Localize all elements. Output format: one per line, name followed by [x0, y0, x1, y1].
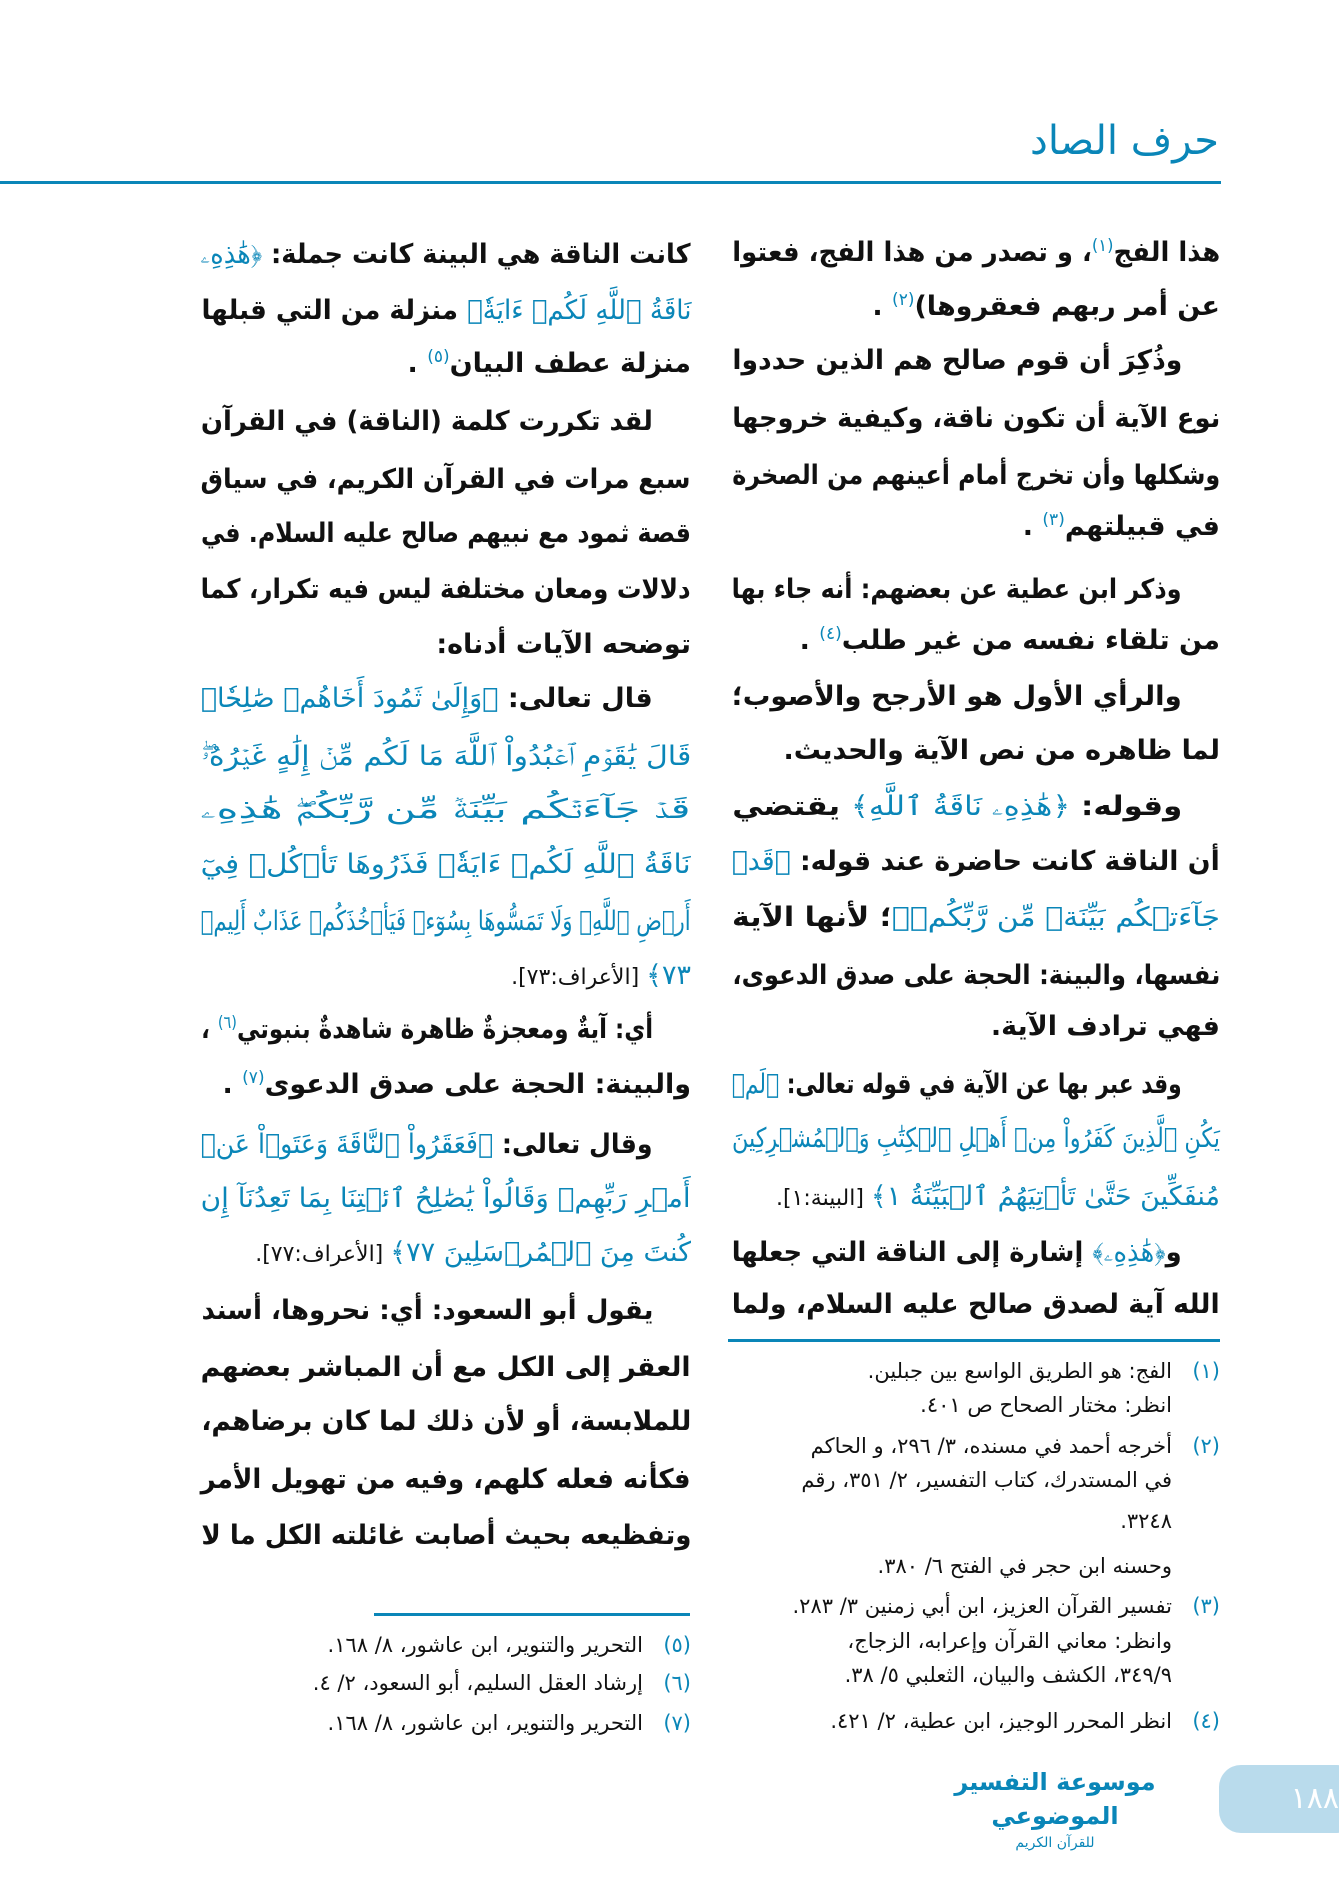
footnote-number: (٤): [1192, 1709, 1220, 1733]
footnote-line: [728, 1429, 1220, 1463]
body-text: نفسها، والبينة: الحجة على صدق الدعوى،: [731, 960, 1220, 991]
footnote-ref[interactable]: (٦): [217, 1013, 237, 1033]
encyclopedia-logo: [930, 1765, 1180, 1853]
text-line-content: [732, 1060, 1182, 1110]
body-text: سبع مرات في القرآن الكريم، في سياق: [200, 464, 691, 495]
body-text: وذكر ابن عطية عن بعضهم: أنه جاء بها: [732, 574, 1182, 605]
body-text: فكأنه فعله كلهم، وفيه من تهويل الأمر: [201, 1464, 691, 1495]
text-line-content: [732, 893, 1220, 943]
text-line: [197, 620, 691, 670]
quran-verse-text: ٧٣﴾: [646, 960, 691, 991]
text-line: [728, 672, 1220, 722]
footnote-line: [728, 1658, 1220, 1692]
footnote-text: انظر المحرر الوجيز، ابن عطية، ٢/ ٤٢١.: [830, 1709, 1172, 1733]
body-text: من تلقاء نفسه من غير طلب: [841, 625, 1220, 656]
text-line: [728, 1114, 1220, 1164]
text-line-content: [201, 230, 691, 280]
text-line: [728, 1172, 1220, 1222]
text-line-content: [732, 1114, 1220, 1164]
text-line-content: [201, 785, 691, 835]
body-text: في قبيلتهم: [1064, 511, 1220, 542]
text-line: [197, 951, 691, 1001]
body-text: .: [799, 625, 820, 656]
text-line: [728, 616, 1220, 666]
quran-verse-text: ﴿قَدۡ: [731, 846, 791, 877]
footnote-line: [728, 1388, 1220, 1422]
text-line-content: [732, 951, 1220, 1001]
body-text: .: [222, 1069, 243, 1100]
text-line: [197, 339, 691, 389]
text-line: [728, 951, 1220, 1001]
footnote-line: [197, 1706, 691, 1740]
footnote-number: (٦): [663, 1671, 691, 1695]
body-text: لما ظاهره من نص الآية والحديث.: [783, 735, 1220, 766]
body-text: الله آية لصدق صالح عليه السلام، ولما: [731, 1289, 1220, 1320]
text-line: [197, 785, 691, 835]
text-line-content: [201, 674, 653, 724]
text-line: [197, 1455, 691, 1505]
text-line-content: [732, 837, 1220, 887]
quran-verse-text: ﴿هَٰذِهِۦ: [200, 239, 263, 270]
body-text: لقد تكررت كلمة (الناقة) في القرآن: [200, 406, 653, 437]
verse-citation: [البينة:١].: [775, 1186, 871, 1211]
footnote-number: (٢): [1192, 1434, 1220, 1458]
text-line: [728, 1280, 1220, 1330]
quran-verse-text: ﴿فَعَقَرُواْ ٱلنَّاقَةَ وَعَتَوۡاْ عَنۡ: [200, 1129, 494, 1160]
body-text: نوع الآية أن تكون ناقة، وكيفية خروجها: [731, 403, 1220, 434]
body-text: .: [872, 291, 893, 322]
text-line-content: [201, 897, 691, 947]
text-line-content: [201, 1511, 691, 1561]
text-line: [197, 1174, 691, 1224]
footnote-ref[interactable]: (١): [1091, 236, 1114, 256]
text-line-content: [732, 394, 1220, 444]
header-divider: [0, 181, 1221, 184]
text-line: [728, 1002, 1220, 1052]
body-text: وقال تعالى:: [493, 1129, 653, 1160]
text-line-content: [201, 840, 691, 890]
text-line-content: [732, 782, 1182, 832]
body-text: يقتضي: [732, 791, 851, 822]
body-text: وتفظيعه بحيث أصابت غائلته الكل ما لا: [201, 1520, 691, 1551]
text-line-content: [732, 228, 1220, 278]
text-line: [728, 502, 1220, 552]
text-line-content: [732, 672, 1182, 722]
body-text: إشارة إلى الناقة التي جعلها: [732, 1237, 1093, 1268]
text-line: [197, 897, 691, 947]
body-text: العقر إلى الكل مع أن المباشر بعضهم: [200, 1352, 691, 1383]
quran-verse-text: أَمۡرِ رَبِّهِمۡ وَقَالُواْ يَٰصَٰلِحُ ٱئۡتِنَا بِمَا تَعِدُنَآ إِن: [201, 1183, 691, 1214]
footnote-text: التحرير والتنوير، ابن عاشور، ٨/ ١٦٨.: [327, 1711, 643, 1735]
body-text: وقوله:: [1070, 791, 1182, 822]
text-line-content: [732, 565, 1182, 615]
footnote-ref[interactable]: (٢): [892, 290, 915, 310]
footnote-ref[interactable]: (٣): [1042, 510, 1065, 530]
quran-verse-text: ﴿هَٰذِهِۦ نَاقَةُ ٱللَّهِ﴾: [850, 791, 1071, 822]
text-line: [197, 455, 691, 505]
text-line: [197, 1397, 691, 1447]
quran-verse-text: جَآءَتۡكُم بَيِّنَةٞ مِّن رَّبِّكُمۡ﴾: [891, 902, 1220, 933]
footnote-line: [728, 1624, 1220, 1658]
footnote-text: أخرجه أحمد في مسنده، ٣/ ٢٩٦، و الحاكم: [810, 1434, 1172, 1458]
footnote-line: [728, 1549, 1220, 1583]
text-line-content: [732, 451, 1220, 501]
text-line-content: [201, 1005, 653, 1055]
logo-subtitle: للقرآن الكريم: [1015, 1835, 1095, 1851]
text-line-content: [201, 1397, 691, 1447]
quran-verse-text: نَاقَةُ ٱللَّهِ لَكُمۡ ءَايَةٗ﴾: [466, 295, 691, 326]
text-line: [728, 726, 1220, 776]
body-text: أن الناقة كانت حاضرة عند قوله:: [790, 846, 1220, 877]
body-text: كانت الناقة هي البينة كانت جملة:: [262, 239, 691, 270]
body-text: وقد عبر بها عن الآية في قوله تعالى:: [779, 1069, 1182, 1100]
body-text: عن أمر ربهم فعقروها): [914, 291, 1220, 322]
text-line: [197, 565, 691, 615]
text-line-content: [201, 1120, 653, 1170]
text-line: [728, 282, 1220, 332]
footnote-line: [728, 1589, 1220, 1623]
section-title: حرف الصاد: [1030, 118, 1219, 164]
page-number-badge: ١٨٨: [1219, 1765, 1339, 1833]
verse-citation: [الأعراف:٧٣].: [511, 965, 647, 990]
footnote-line: [728, 1504, 1220, 1538]
quran-verse-text: كُنتَ مِنَ ٱلۡمُرۡسَلِينَ ٧٧﴾: [390, 1237, 691, 1268]
text-line-content: [201, 1174, 691, 1224]
body-text: دلالات ومعان مختلفة ليس فيه تكرار، كما: [201, 574, 691, 605]
text-line: [197, 732, 691, 782]
footnote-divider-right: [728, 1339, 1220, 1342]
body-text: توضحه الآيات أدناه:: [436, 629, 691, 660]
body-text: ، و تصدر من هذا الفج، فعتوا: [732, 237, 1092, 268]
quran-verse-text: ﴿وَإِلَىٰ ثَمُودَ أَخَاهُمۡ صَٰلِحٗاۚ: [200, 683, 499, 714]
text-line: [728, 837, 1220, 887]
logo-title: موسوعة التفسير الموضوعي: [954, 1768, 1156, 1830]
footnote-text: وحسنه ابن حجر في الفتح ٦/ ٣٨٠.: [877, 1554, 1172, 1578]
text-line-content: [201, 509, 691, 559]
text-line: [197, 397, 691, 447]
footnote-line: [197, 1628, 691, 1662]
body-text: منزلة عطف البيان: [449, 348, 691, 379]
body-text: أي: آيةٌ ومعجزةٌ ظاهرة شاهدةٌ بنبوتي: [236, 1014, 653, 1045]
quran-verse-text: قَدۡ جَآءَتۡكُم بَيِّنَةٞ مِّن رَّبِّكُمۡۖ هَٰذِهِۦ: [200, 794, 691, 825]
body-text: قال تعالى:: [498, 683, 653, 714]
text-line-content: [201, 1343, 691, 1393]
text-line: [728, 228, 1220, 278]
quran-verse-text: قَالَ يَٰقَوۡمِ ٱعۡبُدُواْ ٱللَّهَ مَا لَكُم مِّنۡ إِلَٰهٍ غَيۡرُهُۥۖ: [201, 741, 691, 772]
body-text: قصة ثمود مع نبيهم صالح عليه السلام. في: [201, 518, 691, 549]
text-line-content: [201, 455, 691, 505]
footnote-text: إرشاد العقل السليم، أبو السعود، ٢/ ٤.: [312, 1671, 643, 1695]
text-line: [728, 565, 1220, 615]
footnote-number: (٧): [663, 1711, 691, 1735]
text-line: [197, 674, 691, 724]
footnote-ref[interactable]: (٤): [819, 624, 842, 644]
footnote-text: ٣٢٤٨.: [1120, 1509, 1172, 1533]
quran-verse-text: نَاقَةُ ٱللَّهِ لَكُمۡ ءَايَةٗۖ فَذَرُوهَا تَأۡكُلۡ فِيٓ: [201, 849, 691, 880]
body-text: والرأي الأول هو الأرجح والأصوب؛: [731, 681, 1182, 712]
body-text: منزلة من التي قبلها: [201, 295, 467, 326]
text-line: [728, 1228, 1220, 1278]
text-line: [728, 451, 1220, 501]
footnote-ref[interactable]: (٧): [242, 1068, 265, 1088]
footnote-line: [728, 1463, 1220, 1497]
body-text: للملابسة، أو لأن ذلك لما كان برضاهم،: [201, 1406, 691, 1437]
text-line: [197, 509, 691, 559]
body-text: وشكلها وأن تخرج أمام أعينهم من الصخرة: [732, 460, 1220, 491]
footnote-text: انظر: مختار الصحاح ص ٤٠١.: [920, 1393, 1172, 1417]
text-line: [197, 1005, 691, 1055]
text-line: [197, 1511, 691, 1561]
text-line: [197, 840, 691, 890]
footnote-number: (١): [1192, 1359, 1220, 1383]
text-line: [728, 782, 1220, 832]
verse-citation: [الأعراف:٧٧].: [255, 1242, 391, 1267]
body-text: فهي ترادف الآية.: [990, 1011, 1220, 1042]
text-line-content: [201, 565, 691, 615]
text-line: [728, 336, 1220, 386]
body-text: يقول أبو السعود: أي: نحروها، أسند: [201, 1295, 653, 1326]
text-line-content: [201, 286, 691, 336]
quran-verse-text: مُنفَكِّينَ حَتَّىٰ تَأۡتِيَهُمُ ٱلۡبَيِّنَةُ ١﴾: [870, 1181, 1220, 1212]
footnote-text: وانظر: معاني القرآن وإعرابه، الزجاج،: [847, 1629, 1172, 1653]
body-text: و: [1165, 1237, 1182, 1268]
quran-verse-text: يَكُنِ ٱلَّذِينَ كَفَرُواْ مِنۡ أَهۡلِ ٱلۡكِتَٰبِ وَٱلۡمُشۡرِكِينَ: [732, 1123, 1220, 1154]
body-text: .: [1022, 511, 1043, 542]
quran-verse-text: ﴿هَٰذِهِۦ﴾: [1092, 1237, 1166, 1268]
quran-verse-text: أَرۡضِ ٱللَّهِۖ وَلَا تَمَسُّوهَا بِسُوٓءٖ فَيَأۡخُذَكُمۡ عَذَابٌ أَلِيمٞ: [200, 906, 691, 937]
text-line-content: [732, 336, 1182, 386]
footnote-line: [197, 1666, 691, 1700]
footnote-divider-left: [374, 1613, 690, 1616]
footnote-number: (٥): [663, 1633, 691, 1657]
footnote-text: ٣٤٩/٩، الكشف والبيان، الثعلبي ٥/ ٣٨.: [844, 1663, 1172, 1687]
text-line-content: [201, 397, 653, 447]
text-line-content: [732, 1228, 1182, 1278]
body-text: ،: [200, 1014, 218, 1045]
text-line-content: [732, 1280, 1220, 1330]
footnote-text: التحرير والتنوير، ابن عاشور، ٨/ ١٦٨.: [327, 1633, 643, 1657]
text-line-content: [201, 732, 691, 782]
text-line: [728, 394, 1220, 444]
text-line: [197, 230, 691, 280]
text-line-content: [201, 1286, 653, 1336]
quran-verse-text: ﴿لَمۡ: [731, 1069, 780, 1100]
text-line: [197, 1228, 691, 1278]
text-line: [197, 1286, 691, 1336]
footnote-line: [728, 1354, 1220, 1388]
body-text: هذا الفج: [1113, 237, 1220, 268]
body-text: والبينة: الحجة على صدق الدعوى: [264, 1069, 691, 1100]
text-line: [197, 1120, 691, 1170]
body-text: .: [407, 348, 428, 379]
text-line: [197, 1060, 691, 1110]
footnote-ref[interactable]: (٥): [427, 347, 450, 367]
body-text: وذُكِرَ أن قوم صالح هم الذين حددوا: [732, 345, 1182, 376]
text-line: [728, 893, 1220, 943]
footnote-number: (٣): [1192, 1594, 1220, 1618]
footnote-text: في المستدرك، كتاب التفسير، ٢/ ٣٥١، رقم: [801, 1468, 1172, 1492]
body-text: ؛ لأنها الآية: [732, 902, 892, 933]
text-line-content: [201, 1455, 691, 1505]
footnote-text: الفج: هو الطريق الواسع بين جبلين.: [867, 1359, 1172, 1383]
footnote-text: تفسير القرآن العزيز، ابن أبي زمنين ٣/ ٢٨٣.: [792, 1594, 1172, 1618]
text-line: [197, 1343, 691, 1393]
footnote-line: [728, 1704, 1220, 1738]
text-line: [197, 286, 691, 336]
text-line: [728, 1060, 1220, 1110]
